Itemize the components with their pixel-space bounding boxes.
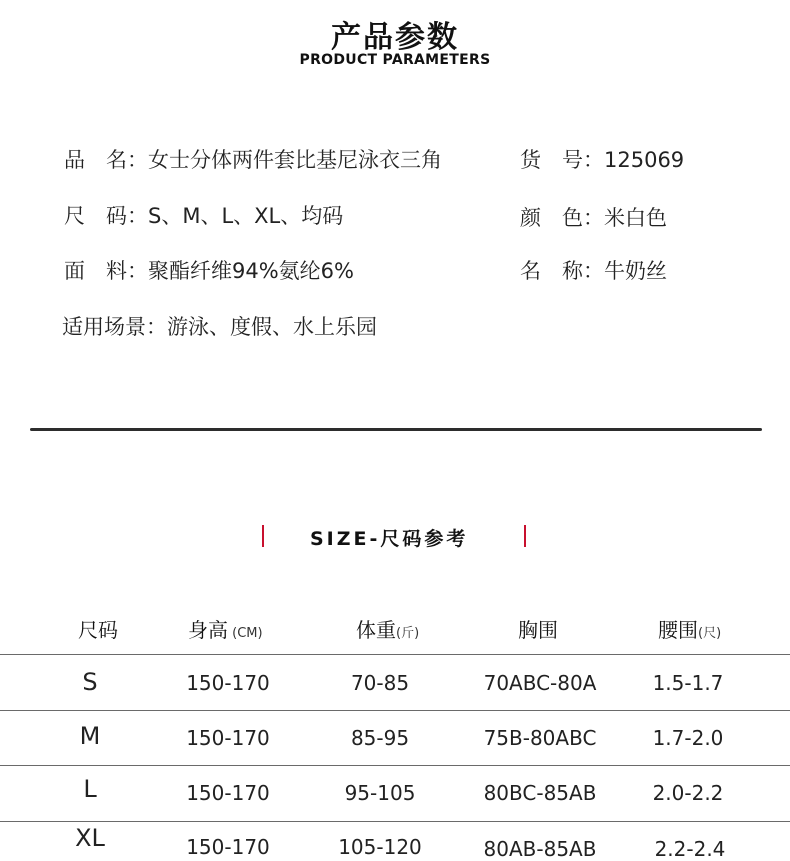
cell-bust: 70ABC-80A <box>483 671 597 695</box>
cell-size: M <box>79 722 101 750</box>
page-title-en: PRODUCT PARAMETERS <box>299 52 491 68</box>
section-divider <box>30 428 762 431</box>
cell-waist: 2.2-2.4 <box>654 837 726 861</box>
param-label: 名 称： <box>520 259 604 283</box>
col-header-label: 体重 <box>356 618 396 642</box>
col-header-bust <box>518 614 558 643</box>
param-label: 货 号： <box>520 148 604 172</box>
cell-size: S <box>82 668 98 696</box>
param-label: 品 名： <box>64 148 148 172</box>
cell-bust: 75B-80ABC <box>483 726 597 750</box>
param-value: 聚酯纤维94%氨纶6% <box>148 259 354 283</box>
col-header-unit: (斤) <box>396 626 420 641</box>
col-header-label: 腰围 <box>658 618 698 642</box>
param-value: 女士分体两件套比基尼泳衣三角 <box>148 148 442 172</box>
col-header-label: 胸围 <box>518 618 558 642</box>
param-value: 米白色 <box>604 206 667 230</box>
accent-bar-left <box>262 525 264 547</box>
cell-height: 150-170 <box>186 781 270 805</box>
col-header-unit: (CM) <box>228 626 263 641</box>
param-label: 尺 码： <box>64 204 148 228</box>
param-value: 125069 <box>604 148 685 172</box>
col-header-label: 身高 <box>188 618 228 642</box>
col-header-weight <box>356 614 419 643</box>
page-title-cn: 产品参数 <box>331 20 459 55</box>
param-product-name <box>64 144 442 174</box>
table-row-divider <box>0 654 790 655</box>
col-header-label: 尺码 <box>78 618 118 642</box>
cell-waist: 1.7-2.0 <box>652 726 724 750</box>
cell-height: 150-170 <box>186 726 270 750</box>
param-value: 牛奶丝 <box>604 259 667 283</box>
param-item-number <box>520 144 684 174</box>
cell-weight: 70-85 <box>350 671 410 695</box>
cell-waist: 2.0-2.2 <box>652 781 724 805</box>
table-row-divider <box>0 710 790 711</box>
cell-bust: 80BC-85AB <box>483 781 597 805</box>
size-section-header <box>0 524 790 552</box>
accent-bar-right <box>524 525 526 547</box>
param-fabric <box>64 255 354 285</box>
cell-weight: 105-120 <box>338 835 422 859</box>
param-label: 适用场景： <box>62 315 167 339</box>
param-color <box>520 202 667 232</box>
cell-size: L <box>83 775 97 803</box>
col-header-height <box>188 614 263 643</box>
cell-height: 150-170 <box>186 671 270 695</box>
param-scene <box>62 311 377 341</box>
cell-size: XL <box>75 824 105 852</box>
param-label: 颜 色： <box>520 206 604 230</box>
table-row-divider <box>0 821 790 822</box>
param-value: S、M、L、XL、均码 <box>148 204 344 228</box>
cell-weight: 95-105 <box>344 781 416 805</box>
col-header-waist <box>658 614 721 643</box>
param-material-name <box>520 255 667 285</box>
param-label: 面 料： <box>64 259 148 283</box>
col-header-size <box>78 614 118 643</box>
cell-weight: 85-95 <box>350 726 410 750</box>
cell-height: 150-170 <box>186 835 270 859</box>
cell-waist: 1.5-1.7 <box>652 671 724 695</box>
param-value: 游泳、度假、水上乐园 <box>167 315 377 339</box>
cell-bust: 80AB-85AB <box>483 837 597 861</box>
table-row-divider <box>0 765 790 766</box>
size-section-title: SIZE-尺码参考 <box>310 528 469 550</box>
col-header-unit: (尺) <box>698 626 722 641</box>
param-sizes <box>64 200 343 230</box>
